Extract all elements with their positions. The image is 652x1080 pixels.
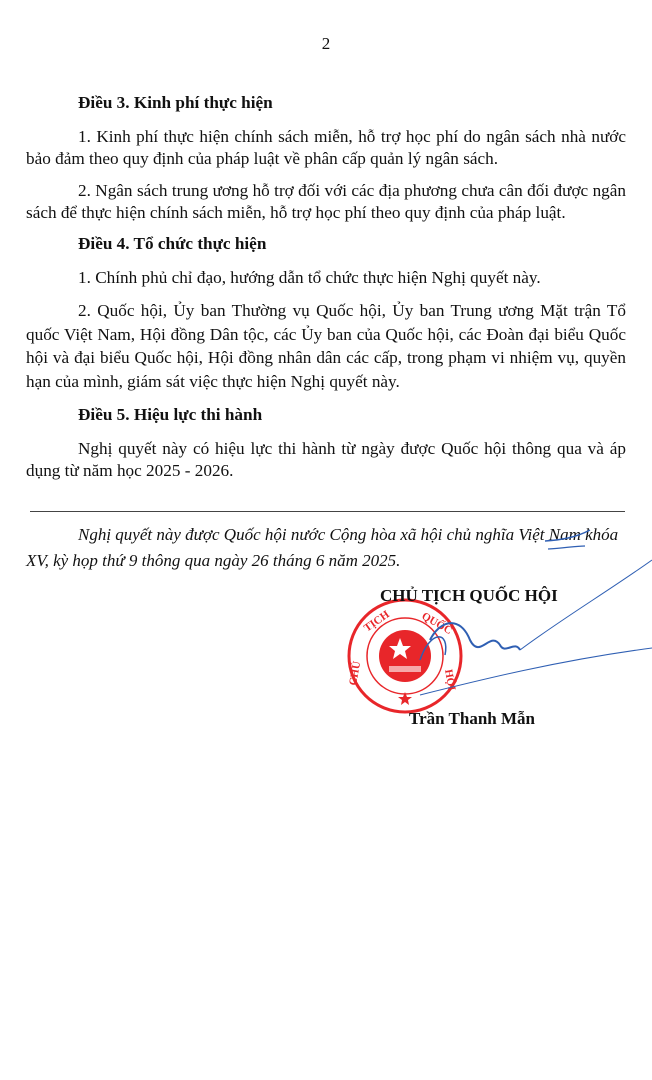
article-3-paragraph-2: 2. Ngân sách trung ương hỗ trợ đối với các địa phương chưa cân đối được ngân sách để thực hiện chính sách miễn, hỗ trợ học phí theo quy định của pháp luật. xyxy=(26,181,626,222)
article-3-heading: Điều 3. Kinh phí thực hiện xyxy=(78,93,273,112)
page-number: 2 xyxy=(321,34,331,53)
svg-text:CHỦ: CHỦ xyxy=(347,660,364,687)
svg-text:TỊCH: TỊCH xyxy=(361,608,392,635)
article-5-paragraph-1: Nghị quyết này có hiệu lực thi hành từ ngày được Quốc hội thông qua và áp dụng từ năm học 2025 - 2026. xyxy=(26,439,626,480)
article-4-heading: Điều 4. Tổ chức thực hiện xyxy=(78,234,267,253)
article-5-heading: Điều 5. Hiệu lực thi hành xyxy=(78,405,263,424)
article-3-paragraph-1: 1. Kinh phí thực hiện chính sách miễn, hỗ trợ học phí do ngân sách nhà nước bảo đảm theo quy định của pháp luật về phân cấp quản lý ngân sách. xyxy=(26,127,626,168)
article-4-paragraph-1: 1. Chính phủ chỉ đạo, hướng dẫn tổ chức thực hiện Nghị quyết này. xyxy=(78,268,541,287)
article-4-paragraph-2: 2. Quốc hội, Ủy ban Thường vụ Quốc hội, Ủy ban Trung ương Mặt trận Tổ quốc Việt Nam, Hội đồng Dân tộc, các Ủy ban của Quốc hội, các Đoàn đại biểu Quốc hội và đại biểu Quốc hội, Hội đồng nhân dân các cấp, trong phạm vi nhiệm vụ, quyền hạn của mình, giám sát việc thực hiện Nghị quyết này. xyxy=(26,301,626,391)
signer-name: Trần Thanh Mẫn xyxy=(409,709,535,728)
adoption-note: Nghị quyết này được Quốc hội nước Cộng hòa xã hội chủ nghĩa Việt Nam khóa XV, kỳ họp thứ 9 thông qua ngày 26 tháng 6 năm 2025. xyxy=(26,525,619,570)
signer-title: CHỦ TỊCH QUỐC HỘI xyxy=(380,586,558,605)
official-seal-icon xyxy=(345,596,465,716)
svg-text:QUỐC: QUỐC xyxy=(419,610,455,638)
separator-line xyxy=(30,511,625,512)
svg-text:HỘI: HỘI xyxy=(442,668,458,692)
